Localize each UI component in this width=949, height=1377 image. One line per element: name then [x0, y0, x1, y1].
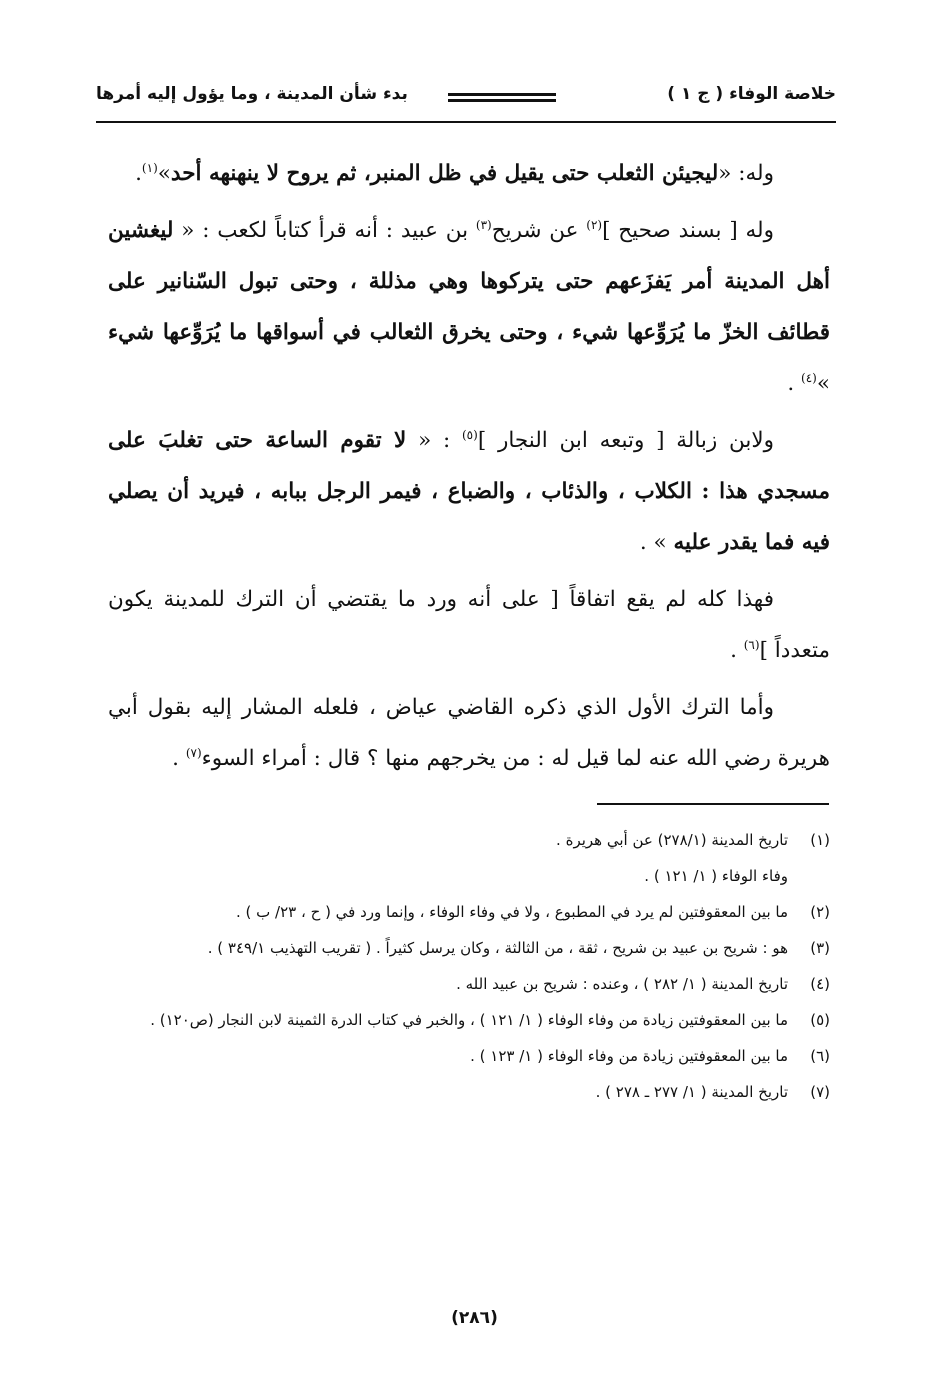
- footnote-text: هو : شريح بن عبيد بن شريح ، ثقة ، من الثالثة ، وكان يرسل كثيراً . ( تقريب التهذيب ٣٤٩/١ ) .: [207, 939, 788, 957]
- p3-intro: ولابن زبالة [ وتبعه ابن النجار ]: [477, 428, 774, 453]
- p1-quote: ليجيئن الثعلب حتى يقيل في ظل المنبر، ثم يروح لا ينهنهه أحد: [170, 161, 719, 186]
- paragraph-1: [108, 148, 830, 199]
- p1-close-quote: »: [157, 161, 171, 186]
- header-book-title: خلاصة الوفاء ( ج ١ ): [667, 84, 836, 104]
- footnote-number: (٧): [810, 1083, 830, 1101]
- header-underline: [96, 121, 836, 123]
- footnote-ref-6[interactable]: (٦): [743, 637, 760, 652]
- p4-end: .: [730, 638, 744, 663]
- p5-end: .: [172, 746, 186, 771]
- p2-source: بن عبيد : أنه قرأ كتاباً لكعب : «: [173, 218, 476, 243]
- footnote-text: تاريخ المدينة ( ١/ ٢٧٧ ـ ٢٧٨ ) .: [595, 1083, 788, 1101]
- paragraph-5: [108, 682, 830, 784]
- header-double-rule: [448, 93, 556, 102]
- footnotes: [108, 822, 830, 1110]
- p1-intro: وله: «: [718, 161, 774, 186]
- footnote-number: (٤): [810, 975, 830, 993]
- footnote-text: ما بين المعقوفتين زيادة من وفاء الوفاء ( ١/ ١٢٣ ) .: [470, 1047, 788, 1065]
- p3-open-quote: : «: [406, 428, 462, 453]
- footnote-item: [108, 1002, 830, 1038]
- p2-close-quote: »: [816, 371, 830, 396]
- main-text: [108, 148, 830, 790]
- footnote-ref-5[interactable]: (٥): [461, 427, 478, 442]
- p2-end: .: [787, 371, 802, 396]
- footnote-separator: [597, 803, 829, 805]
- footnote-ref-7[interactable]: (٧): [185, 745, 202, 760]
- p2-narrator: عن شريح: [491, 218, 587, 243]
- footnote-item: [108, 966, 830, 1002]
- footnote-number: (١): [810, 831, 830, 849]
- footnote-number: (٣): [810, 939, 830, 957]
- footnote-text: تاريخ المدينة (٢٧٨/١) عن أبي هريرة .: [556, 831, 788, 849]
- footnote-number: (٦): [810, 1047, 830, 1065]
- p3-end: » .: [639, 530, 674, 555]
- footnote-ref-2[interactable]: (٢): [586, 217, 603, 232]
- footnote-item: [108, 822, 830, 894]
- header-chapter-title: بدء شأن المدينة ، وما يؤول إليه أمرها: [96, 84, 408, 104]
- footnote-ref-3[interactable]: (٣): [475, 217, 492, 232]
- footnote-ref-4[interactable]: (٤): [801, 370, 817, 385]
- p2-intro: وله [ بسند صحيح ]: [602, 218, 774, 243]
- p1-end: .: [135, 161, 142, 186]
- footnote-text: ما بين المعقوفتين زيادة من وفاء الوفاء ( ١/ ١٢١ ) ، والخبر في كتاب الدرة الثمينة لابن النجار (ص١٢٠) .: [150, 1011, 788, 1029]
- footnote-number: (٥): [810, 1011, 830, 1029]
- paragraph-2: [108, 205, 830, 409]
- page-number: (٢٨٦): [451, 1308, 498, 1328]
- p4-text: فهذا كله لم يقع اتفاقاً [ على أنه ورد ما يقتضي أن الترك للمدينة يكون متعدداً ]: [108, 587, 830, 663]
- p3-quote: لا تقوم الساعة حتى تغلبَ على مسجدي هذا : الكلاب ، والذئاب ، والضباع ، فيمر الرجل ببابه ، فيريد أن يصلي فيه فما يقدر عليه: [108, 428, 830, 555]
- p2-quote: ليغشين أهل المدينة أمر يَفزَعهم حتى يتركوها وهي مذللة ، وحتى تبول السّنانير على قطائف الخزّ ما يُرَوِّعها شيء ، وحتى يخرق الثعالب في أسواقها ما يُرَوِّعها شيء: [108, 218, 830, 345]
- paragraph-4: [108, 574, 830, 676]
- footnote-text: وفاء الوفاء ( ١/ ١٢١ ) .: [644, 867, 788, 885]
- footnote-number: (٢): [810, 903, 830, 921]
- footnote-item: [108, 894, 830, 930]
- p5-text: وأما الترك الأول الذي ذكره القاضي عياض ، فلعله المشار إليه بقول أبي هريرة رضي الله عنه لما قيل له : من يخرجهم منها ؟ قال : أمراء السوء: [108, 695, 830, 771]
- footnote-item: [108, 930, 830, 966]
- running-header: [96, 76, 836, 118]
- footnote-ref-1[interactable]: (١): [141, 160, 158, 175]
- footnote-text: ما بين المعقوفتين لم يرد في المطبوع ، ولا في وفاء الوفاء ، وإنما ورد في ( ح ، ٢٣/ ب ) .: [236, 903, 788, 921]
- paragraph-3: [108, 415, 830, 568]
- footnote-item: [108, 1074, 830, 1110]
- footnote-text: تاريخ المدينة ( ١/ ٢٨٢ ) ، وعنده : شريح بن عبيد الله .: [456, 975, 788, 993]
- footnote-item: [108, 1038, 830, 1074]
